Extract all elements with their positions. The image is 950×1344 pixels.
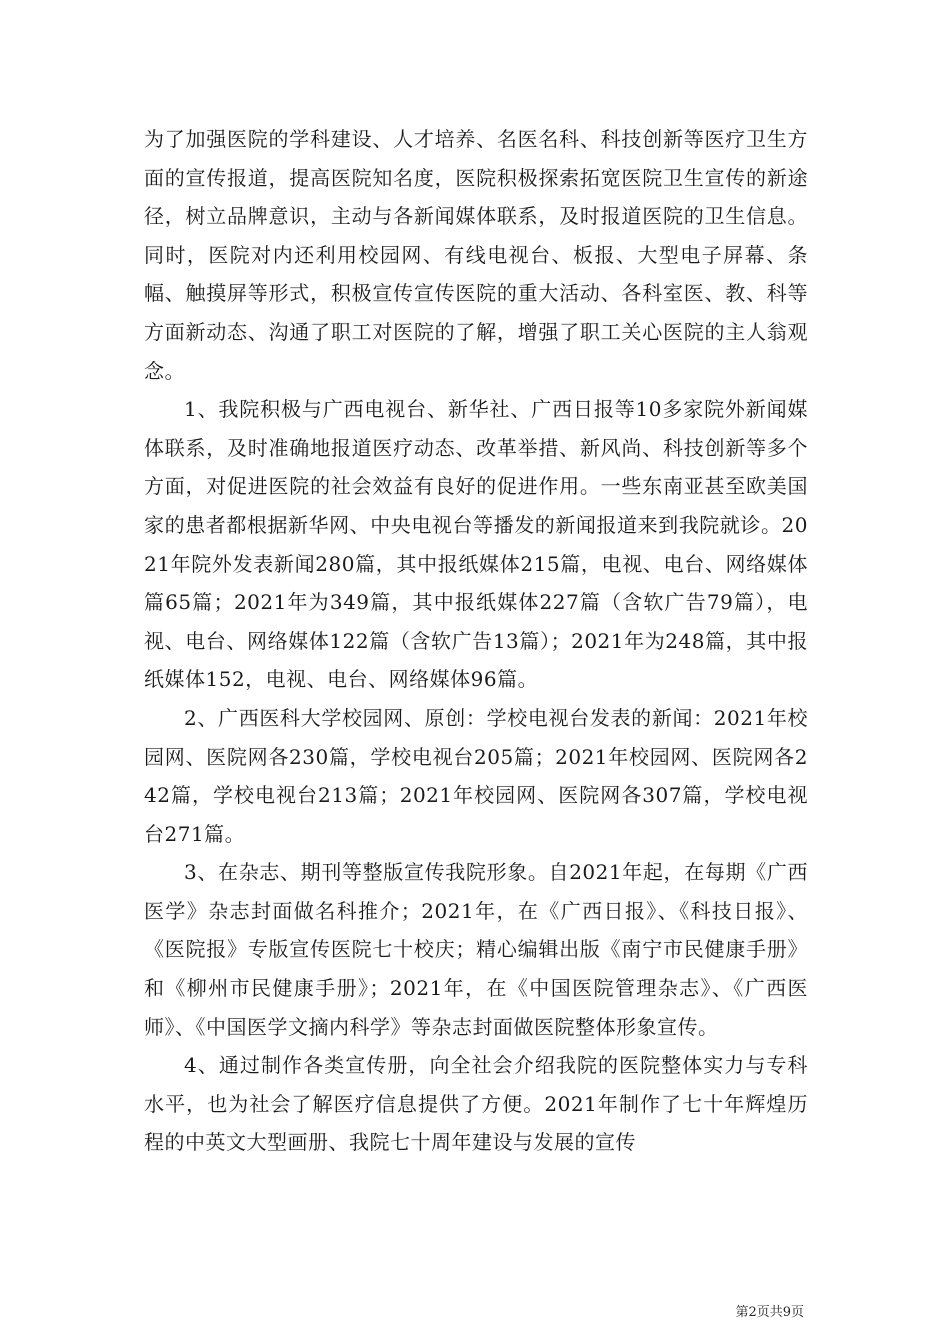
item-4-paragraph: 4、通过制作各类宣传册，向全社会介绍我院的医院整体实力与专科水平，也为社会了解医疗信息提供了方便。2021年制作了七十年辉煌历程的中英文大型画册、我院七十周年建设与发展的宣传 xyxy=(144,1053,808,1155)
item-1-paragraph: 1、我院积极与广西电视台、新华社、广西日报等10多家院外新闻媒体联系，及时准确地报道医疗动态、改革举措、新风尚、科技创新等多个方面，对促进医院的社会效益有良好的促进作用。一些东南亚甚至欧美国家的患者都根据新华网、中央电视台等播发的新闻报道来到我院就诊。2021年院外发表新闻280篇，其中报纸媒体215篇，电视、电台、网络媒体篇65篇；2021年为349篇，其中报纸媒体227篇（含软广告79篇），电视、电台、网络媒体122篇（含软广告13篇）；2021年为248篇，其中报纸媒体152，电视、电台、网络媒体96篇。 xyxy=(144,397,808,692)
document-body xyxy=(144,120,808,1162)
page-number-footer: 第2页共9页 xyxy=(735,1305,804,1320)
intro-paragraph: 为了加强医院的学科建设、人才培养、名医名科、科技创新等医疗卫生方面的宣传报道，提高医院知名度，医院积极探索拓宽医院卫生宣传的新途径，树立品牌意识，主动与各新闻媒体联系，及时报道医院的卫生信息。同时，医院对内还利用校园网、有线电视台、板报、大型电子屏幕、条幅、触摸屏等形式，积极宣传宣传医院的重大活动、各科室医、教、科等方面新动态、沟通了职工对医院的了解，增强了职工关心医院的主人翁观念。 xyxy=(144,127,808,383)
item-3-paragraph: 3、在杂志、期刊等整版宣传我院形象。自2021年起，在每期《广西医学》杂志封面做名科推介；2021年，在《广西日报》、《科技日报》、《医院报》专版宣传医院七十校庆；精心编辑出版《南宁市民健康手册》和《柳州市民健康手册》；2021年，在《中国医院管理杂志》、《广西医师》、《中国医学文摘内科学》等杂志封面做医院整体形象宣传。 xyxy=(144,860,808,1039)
item-2-paragraph: 2、广西医科大学校园网、原创：学校电视台发表的新闻：2021年校园网、医院网各230篇，学校电视台205篇；2021年校园网、医院网各242篇，学校电视台213篇；2021年校园网、医院网各307篇，学校电视台271篇。 xyxy=(144,705,808,846)
